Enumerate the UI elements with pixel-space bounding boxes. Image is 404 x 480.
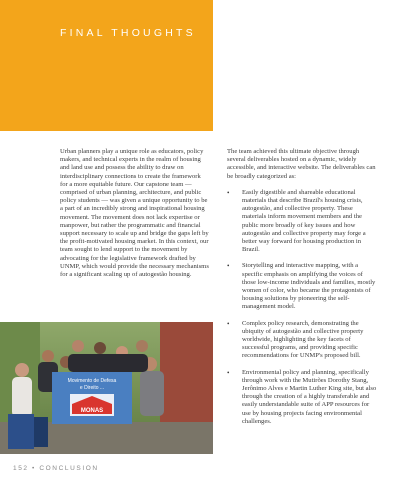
intro-paragraph: The team achieved this ultimate objective through several deliverables hosted on a dynamic, widely accessible, and interactive website. The deliverables can be broadly categorized as: <box>227 148 376 180</box>
banner-text: e Direito ... <box>79 385 105 391</box>
list-item <box>227 189 377 255</box>
list-item-text: Complex policy research, demonstrating the ubiquity of autogestão and collective property worldwide, highlighting the key facets of successful programs, and providing specific recommendations for UNMP's proposed bill. <box>242 319 364 360</box>
bullet-icon: • <box>227 368 230 377</box>
deliverables-list <box>227 189 377 426</box>
right-column <box>227 148 377 434</box>
group-photo-illustration <box>0 322 213 454</box>
left-column <box>60 148 210 279</box>
list-item-text: Easily digestible and shareable educational materials that describe Brazil's housing crisis, autogestão, and collective property. These materials inform movement members and the public more broadly of key issues and how autogestão and collective property may forge a better way forward for housing production in Brazil. <box>242 188 366 254</box>
body-paragraph: Urban planners play a unique role as educators, policy makers, and technical experts in the realm of housing and land use and possess the ability to draw on interdisciplinary connections to create the framework for a more equitable future. Our capstone team — comprised of urban planning, architecture, and public policy students — was given a unique opportunity to be a part of an incredibly strong and inspirational housing movement. The movement does not lack expertise or manpower, but rather the programmatic and financial support necessary to scale up and bridge the gaps left by the profit-motivated housing market. In this context, our team sought to lend support to the movement by advocating for the legislative framework drafted by UNMP, which would provide the necessary mechanisms for a significant scaling up of autogestão housing. <box>60 148 209 279</box>
banner-logo-text: MONAS <box>80 408 104 414</box>
page-title: FINAL THOUGHTS <box>60 27 196 39</box>
bullet-icon: • <box>227 262 230 271</box>
list-item <box>227 369 377 426</box>
list-item-text: Storytelling and interactive mapping, with a specific emphasis on amplifying the voices of those low-income individuals and families, mostly women of color, who became the protagonists of housing solutions by pioneering the self-management model. <box>242 262 376 311</box>
group-photo <box>0 322 213 454</box>
bullet-icon: • <box>227 188 230 197</box>
list-item <box>227 262 377 311</box>
list-item-text: Environmental policy and planning, specifically through work with the Mutirões Dorothy Stang, Jerônimo Alves e Martin Luther King site, but also through the creation of a highly transferable and easily understandable suite of APP resources for use by housing projects facing environmental challenges. <box>242 368 377 425</box>
hero-banner <box>0 0 213 131</box>
page-footer: 152 • CONCLUSION <box>13 465 99 472</box>
banner-text: Movimento de Defesa <box>67 378 117 384</box>
bullet-icon: • <box>227 319 230 328</box>
list-item <box>227 320 377 361</box>
